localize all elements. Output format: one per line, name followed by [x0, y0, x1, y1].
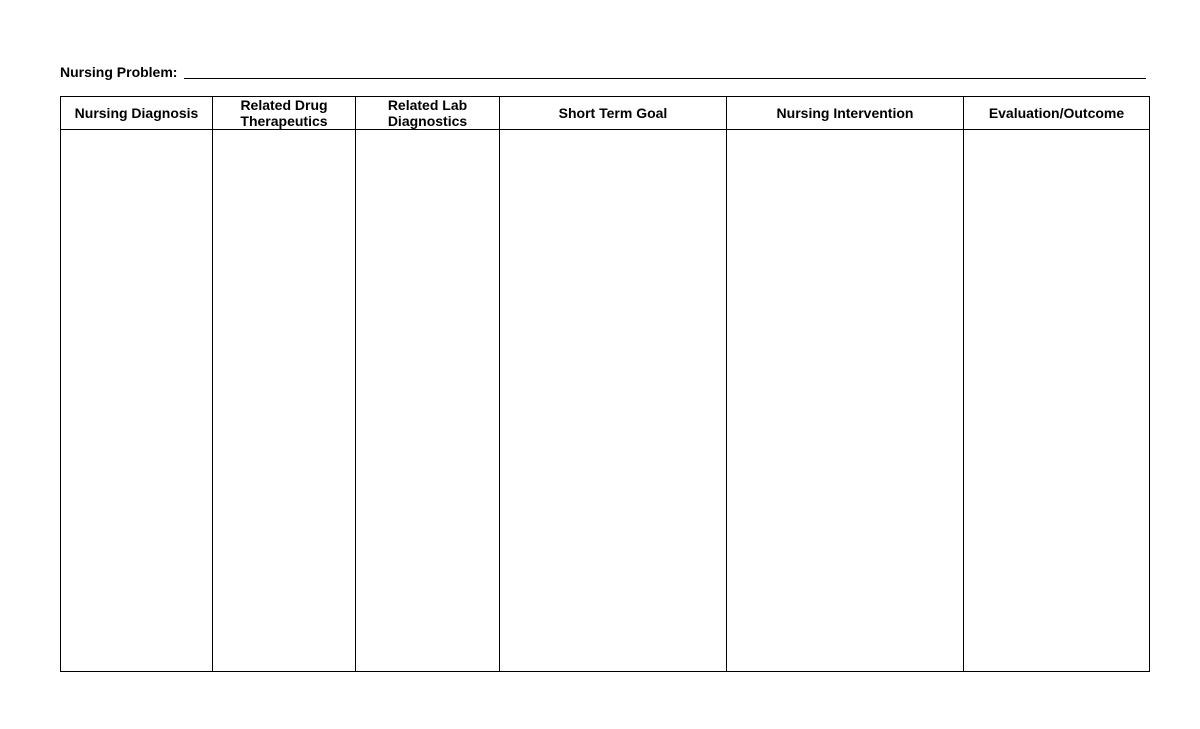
nursing-diagnosis-cell[interactable]	[61, 130, 213, 672]
column-header-label: Nursing Intervention	[776, 105, 914, 121]
nursing-problem-label: Nursing Problem:	[60, 64, 178, 80]
nursing-problem-field[interactable]	[184, 78, 1146, 79]
nursing-problem-row	[60, 62, 1146, 82]
related-lab-diagnostics-cell[interactable]	[356, 130, 500, 672]
table-header-row	[61, 97, 1150, 130]
column-header-label: Evaluation/Outcome	[988, 105, 1125, 121]
column-header-label-line1: Related Drug	[240, 97, 328, 113]
column-header-label-line2: Therapeutics	[240, 113, 328, 129]
column-header-label: Short Term Goal	[558, 105, 668, 121]
column-header-evaluation-outcome	[964, 97, 1150, 130]
column-header-label-line2: Diagnostics	[387, 113, 468, 129]
column-header-short-term-goal	[500, 97, 727, 130]
column-header-related-lab-diagnostics	[356, 97, 500, 130]
column-header-label-line1: Related Lab	[387, 97, 468, 113]
column-header-nursing-intervention	[727, 97, 964, 130]
table-row	[61, 130, 1150, 672]
column-header-related-drug-therapeutics	[213, 97, 356, 130]
short-term-goal-cell[interactable]	[500, 130, 727, 672]
column-header-nursing-diagnosis	[61, 97, 213, 130]
nursing-intervention-cell[interactable]	[727, 130, 964, 672]
column-header-label: Nursing Diagnosis	[74, 105, 199, 121]
evaluation-outcome-cell[interactable]	[964, 130, 1150, 672]
care-plan-table	[60, 96, 1150, 672]
related-drug-therapeutics-cell[interactable]	[213, 130, 356, 672]
